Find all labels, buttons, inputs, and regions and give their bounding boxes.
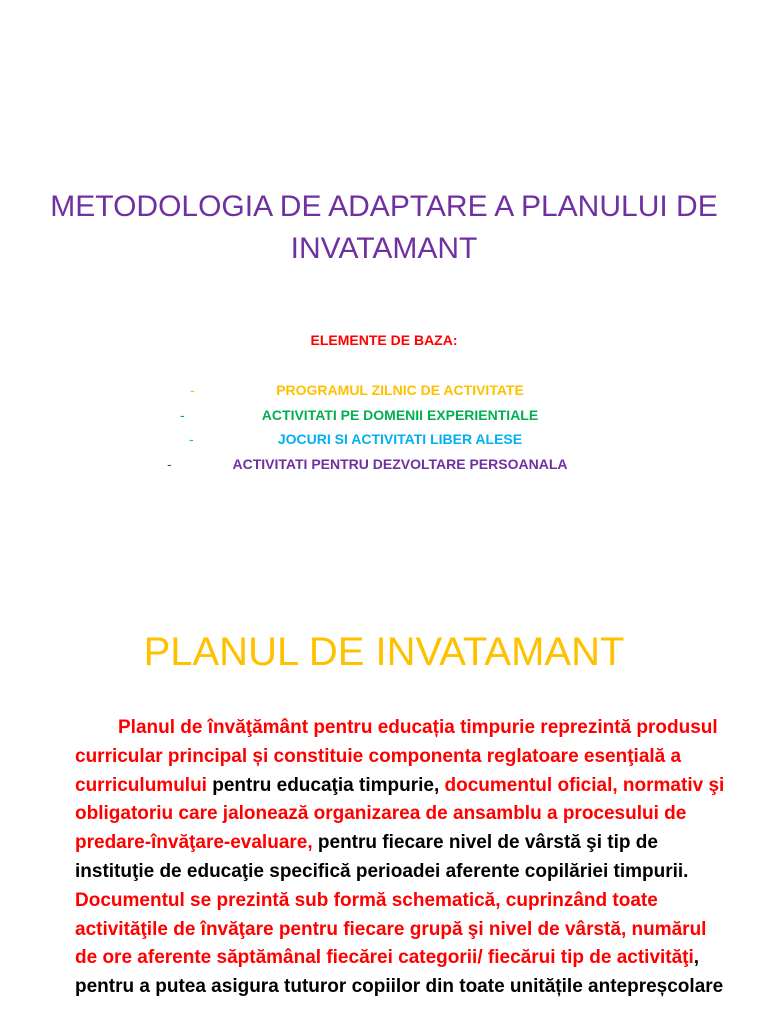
list-item-label: ACTIVITATI PE DOMENII EXPERIENTIALE — [261, 406, 539, 423]
list-item — [160, 452, 640, 477]
slide-2 — [0, 580, 768, 1024]
bullet-dash: - — [189, 431, 194, 448]
text-run: documentul oficial, normativ şi obligatoriu care jalonează organizarea de ansamblu a procesului de predare-învăţare-evaluare, — [75, 774, 725, 854]
text-run: Planul de învăţământ pentru educația timpurie reprezintă produsul curricular principal și constituie componenta reglatoare esenţială a curriculumului — [75, 717, 718, 796]
list-item-label: PROGRAMUL ZILNIC DE ACTIVITATE — [276, 382, 524, 398]
list-item-label: JOCURI SI ACTIVITATI LIBER ALESE — [277, 431, 523, 448]
slide-2-title: PLANUL DE INVATAMANT — [143, 630, 625, 674]
list-item — [160, 403, 640, 428]
bullet-dash: - — [167, 456, 172, 473]
bullet-dash: - — [180, 406, 185, 423]
list-item — [160, 378, 640, 403]
text-run: pentru educaţia timpurie, — [206, 774, 445, 796]
slide-1-title: METODOLOGIA DE ADAPTARE A PLANULUI DE INVATAMANT — [50, 190, 718, 265]
list-item — [160, 427, 640, 452]
bullet-dash: - — [190, 382, 195, 398]
list-item-label: ACTIVITATI PENTRU DEZVOLTARE PERSOANALA — [232, 456, 568, 473]
body-paragraph — [75, 714, 725, 1002]
slide-1-subtitle: ELEMENTE DE BAZA: — [310, 332, 458, 348]
text-run: pentru fiecare nivel de vârstă şi tip de instituţie de educaţie specifică perioadei aferente copilăriei timpurii. — [75, 832, 689, 882]
text-run: , pentru a putea asigura tuturor copiilor din toate unitățile antepreșcolare — [75, 947, 724, 998]
text-run: Documentul se prezintă sub formă schematică, cuprinzând toate activităţile de învăţare pentru fiecare grupă şi nivel de vârstă, numărul de ore aferente săptămânal fiecărei categorii/ fiecărui tip de activităţi — [75, 889, 707, 969]
elements-list — [160, 378, 640, 477]
